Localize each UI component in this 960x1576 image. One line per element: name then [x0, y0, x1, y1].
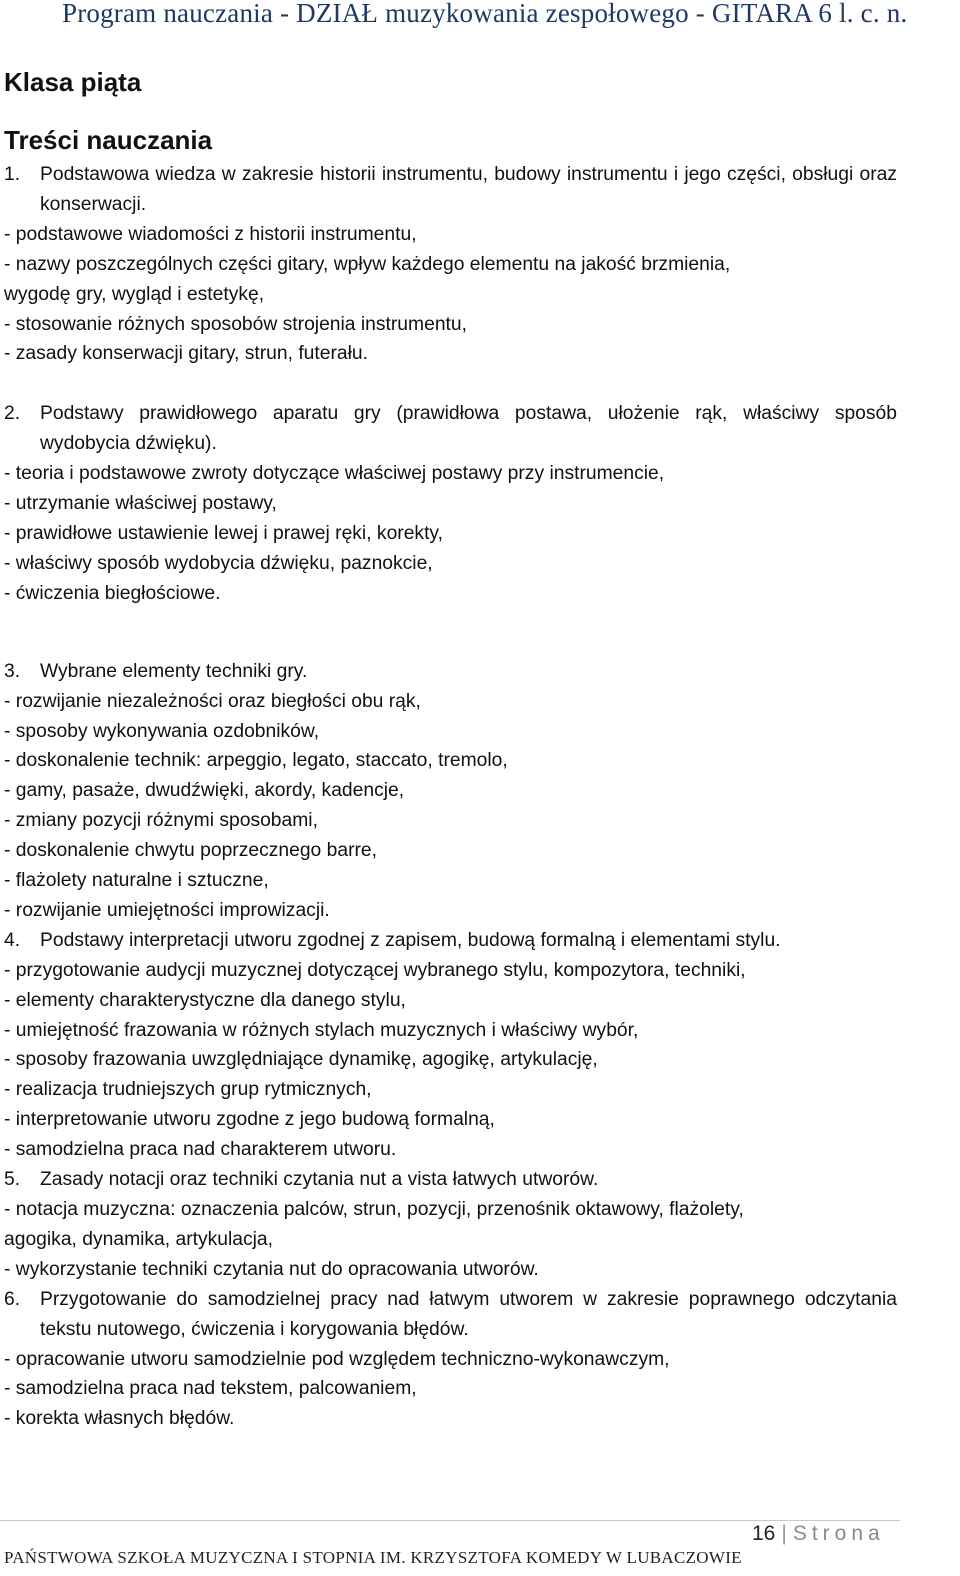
section-4-title: Podstawy interpretacji utworu zgodnej z zapisem, budową formalną i elementami stylu. — [40, 929, 781, 951]
list-item: - gamy, pasaże, dwudźwięki, akordy, kadencje, — [4, 780, 405, 802]
class-heading: Klasa piąta — [4, 67, 142, 97]
page-number — [752, 1522, 885, 1546]
list-item: - rozwijanie umiejętności improwizacji. — [4, 899, 330, 921]
section-2-heading — [4, 399, 897, 459]
spacer — [4, 609, 897, 657]
list-item: - samodzielna praca nad tekstem, palcowaniem, — [4, 1378, 417, 1400]
list-item: - nazwy poszczególnych części gitary, wpływ każdego elementu na jakość brzmienia, — [4, 253, 731, 275]
list-item: - wykorzystanie techniki czytania nut do opracowania utworów. — [4, 1258, 539, 1280]
list-item: - zasady konserwacji gitary, strun, futerału. — [4, 343, 368, 365]
list-item: - korekta własnych błędów. — [4, 1408, 235, 1430]
section-2-title: Podstawy prawidłowego aparatu gry (prawidłowa postawa, ułożenie rąk, właściwy sposób wydobycia dźwięku). — [40, 403, 897, 455]
list-item: - sposoby wykonywania ozdobników, — [4, 720, 320, 742]
page-number-separator: | — [781, 1522, 787, 1545]
section-5-title: Zasady notacji oraz techniki czytania nut a vista łatwych utworów. — [40, 1169, 599, 1191]
list-item: - doskonalenie chwytu poprzecznego barre, — [4, 840, 377, 862]
footer-school-name: PAŃSTWOWA SZKOŁA MUZYCZNA I STOPNIA IM. KRZYSZTOFA KOMEDY W LUBACZOWIE — [4, 1548, 742, 1567]
section-6-heading — [4, 1285, 897, 1345]
section-6-title: Przygotowanie do samodzielnej pracy nad łatwym utworem w zakresie poprawnego odczytania tekstu nutowego, ćwiczenia i korygowania błędów. — [40, 1288, 897, 1340]
list-item: - sposoby frazowania uwzględniające dynamikę, agogikę, artykulację, — [4, 1049, 598, 1071]
section-4-number: 4. — [4, 929, 21, 951]
list-item: - prawidłowe ustawienie lewej i prawej ręki, korekty, — [4, 522, 443, 544]
section-5-heading — [4, 1165, 897, 1195]
section-1-heading — [4, 160, 897, 220]
section-6-number: 6. — [4, 1288, 21, 1310]
list-item: - teoria i podstawowe zwroty dotyczące właściwej postawy przy instrumencie, — [4, 463, 665, 485]
list-item: - utrzymanie właściwej postawy, — [4, 493, 277, 515]
section-heading: Treści nauczania — [4, 125, 213, 155]
section-3-heading — [4, 657, 897, 687]
list-item: - opracowanie utworu samodzielnie pod względem techniczno-wykonawczym, — [4, 1348, 670, 1370]
page-number-value: 16 — [752, 1522, 776, 1545]
document-body — [4, 62, 897, 1434]
list-item: - umiejętność frazowania w różnych stylach muzycznych i właściwy wybór, — [4, 1019, 639, 1041]
section-1-title: Podstawowa wiedza w zakresie historii instrumentu, budowy instrumentu i jego części, obsługi oraz konserwacji. — [40, 164, 897, 215]
list-item: - notacja muzyczna: oznaczenia palców, strun, pozycji, przenośnik oktawowy, flażolety, — [4, 1199, 744, 1220]
footer-divider — [0, 1520, 900, 1521]
section-4-heading — [4, 926, 897, 956]
section-2-number: 2. — [4, 403, 21, 425]
list-item: - podstawowe wiadomości z historii instrumentu, — [4, 223, 417, 245]
list-item: - flażolety naturalne i sztuczne, — [4, 870, 269, 892]
section-5-number: 5. — [4, 1169, 21, 1191]
list-item: - elementy charakterystyczne dla danego stylu, — [4, 989, 406, 1011]
list-item: - przygotowanie audycji muzycznej dotyczącej wybranego stylu, kompozytora, techniki, — [4, 959, 746, 981]
section-3-title: Wybrane elementy techniki gry. — [40, 660, 308, 682]
list-item: - rozwijanie niezależności oraz biegłości obu rąk, — [4, 690, 421, 712]
list-item: - doskonalenie technik: arpeggio, legato, staccato, tremolo, — [4, 750, 508, 772]
list-item: - właściwy sposób wydobycia dźwięku, paznokcie, — [4, 552, 433, 574]
section-3-number: 3. — [4, 660, 21, 682]
running-header: Program nauczania - DZIAŁ muzykowania zespołowego - GITARA 6 l. c. n. — [62, 0, 908, 28]
list-item: - ćwiczenia biegłościowe. — [4, 582, 221, 604]
section-1-number: 1. — [4, 164, 21, 185]
list-item: wygodę gry, wygląd i estetykę, — [4, 283, 265, 305]
list-item: - realizacja trudniejszych grup rytmicznych, — [4, 1079, 372, 1101]
page-word: Strona — [792, 1522, 885, 1545]
list-item: - interpretowanie utworu zgodne z jego budową formalną, — [4, 1109, 495, 1131]
list-item: - samodzielna praca nad charakterem utworu. — [4, 1139, 397, 1161]
list-item: - stosowanie różnych sposobów strojenia instrumentu, — [4, 313, 467, 335]
list-item: agogika, dynamika, artykulacja, — [4, 1228, 274, 1250]
list-item: - zmiany pozycji różnymi sposobami, — [4, 810, 318, 832]
spacer — [4, 369, 897, 399]
